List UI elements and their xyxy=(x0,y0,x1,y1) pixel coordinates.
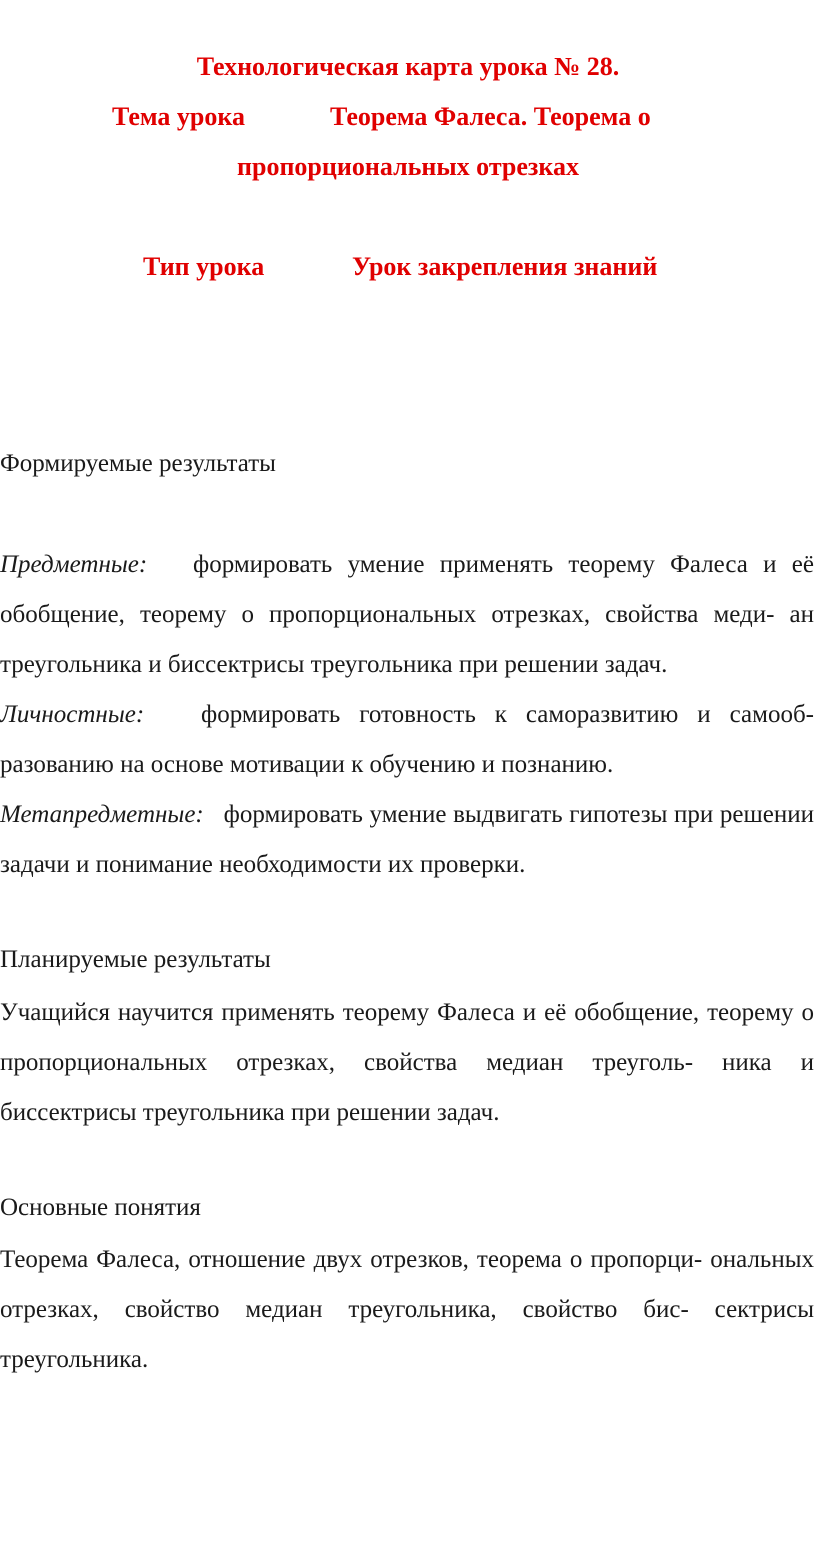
topic-value: Теорема Фалеса. Теорема о xyxy=(330,102,651,131)
personal-results-text: формировать готовность к саморазвитию и самооб- разованию на основе мотивации к обучению и познанию. xyxy=(0,701,814,778)
topic-value-continued: пропорциональных отрезках xyxy=(237,152,579,181)
page-title: Технологическая карта урока № 28. xyxy=(196,52,620,81)
personal-results-label: Личностные: xyxy=(0,701,145,728)
personal-results xyxy=(0,690,814,790)
planned-text: Учащийся научится применять теорему Фалеса и её обобщение, теорему о пропорциональных отрезках, свойства медиан треуголь- ника и биссектрисы треугольника при решении задач. xyxy=(0,999,814,1126)
meta-results xyxy=(0,790,814,890)
subject-results-text: формировать умение применять теорему Фалеса и её обобщение, теорему о пропорциональных отрезках, свойства меди- ан треугольника и биссектрисы треугольника при решении задач. xyxy=(0,551,815,678)
planned-heading: Планируемые результаты xyxy=(0,946,271,973)
subject-results-label: Предметные: xyxy=(0,551,148,578)
lesson-type-value: Урок закрепления знаний xyxy=(352,252,658,281)
meta-results-label: Метапредметные: xyxy=(0,801,204,828)
lesson-type-label: Тип урока xyxy=(143,252,265,281)
subject-results xyxy=(0,540,814,690)
concepts-heading: Основные понятия xyxy=(0,1194,201,1221)
topic-label: Тема урока xyxy=(112,102,245,131)
concepts-text: Теорема Фалеса, отношение двух отрезков, теорема о пропорци- ональных отрезках, свойство медиан треугольника, свойство бис- сектрисы треугольника. xyxy=(0,1246,814,1373)
results-heading: Формируемые результаты xyxy=(0,450,276,477)
meta-results-text: формировать умение выдвигать гипотезы при решении задачи и понимание необходимости их проверки. xyxy=(0,801,815,878)
